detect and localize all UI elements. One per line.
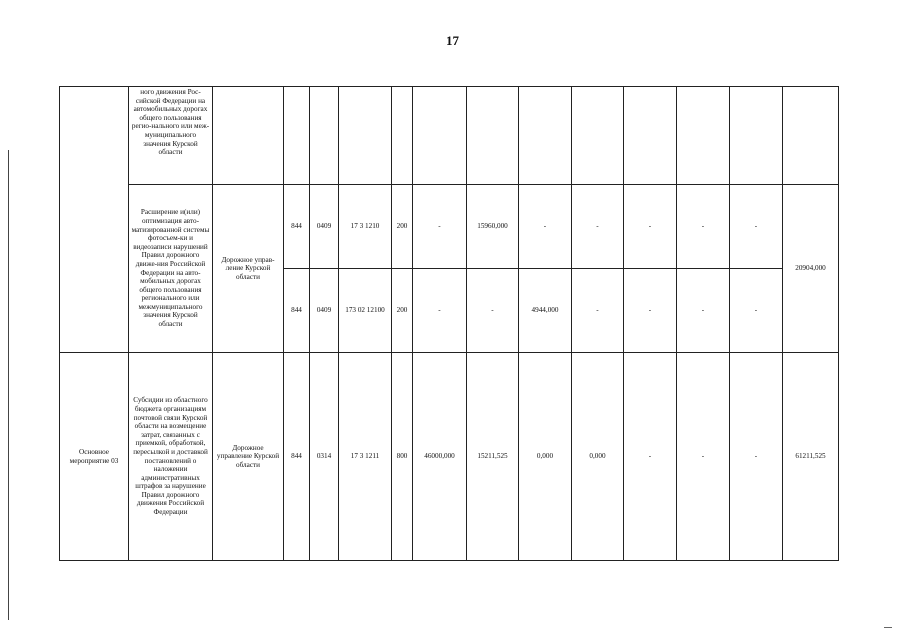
executor-cell: Дорожное управление Курской области — [213, 353, 284, 561]
rzpr-cell: 0314 — [310, 353, 339, 561]
table-row — [60, 185, 839, 269]
csr-cell: 173 02 12100 — [339, 269, 392, 353]
csr-cell: 17 3 1211 — [339, 353, 392, 561]
year-6-cell: - — [677, 353, 730, 561]
year-4-cell: - — [572, 269, 624, 353]
year-6-cell: - — [677, 269, 730, 353]
year-3-cell: - — [519, 185, 572, 269]
year-5-cell: - — [624, 269, 677, 353]
year-5-cell: - — [624, 185, 677, 269]
group-cell — [60, 87, 129, 353]
description-cell: Расширение и(или) оптимизация авто-матизированной системы фотосъем-ки и видеозаписи нарушений Правил дорожного движе-ния Российской Федерации на авто-мобильных дорогах общего пользования регионального или межмуниципального значения Курской области — [129, 185, 213, 353]
total-cell: 61211,525 — [783, 353, 839, 561]
rzpr-cell: 0409 — [310, 269, 339, 353]
grbs-cell: 844 — [284, 269, 310, 353]
year-2-cell: 15960,000 — [467, 185, 519, 269]
csr-cell: 17 3 1210 — [339, 185, 392, 269]
scan-edge-line — [8, 150, 9, 620]
page-number: 17 — [446, 33, 459, 48]
grbs-cell — [284, 87, 310, 185]
vr-cell: 200 — [392, 269, 413, 353]
vr-cell: 200 — [392, 185, 413, 269]
vr-cell: 800 — [392, 353, 413, 561]
total-cell: 20904,000 — [783, 185, 839, 353]
year-2-cell: - — [467, 269, 519, 353]
year-1-cell: - — [413, 185, 467, 269]
scan-corner-mark — [884, 627, 892, 628]
year-1-cell — [413, 87, 467, 185]
year-4-cell: - — [572, 185, 624, 269]
year-4-cell — [572, 87, 624, 185]
vr-cell — [392, 87, 413, 185]
rzpr-cell: 0409 — [310, 185, 339, 269]
table-row — [60, 87, 839, 185]
year-7-cell: - — [730, 269, 783, 353]
group-cell: Основное мероприятие 03 — [60, 353, 129, 561]
description-cell: ного движения Рос-сийской Федерации на автомобильных дорогах общего пользования регио-нального или меж-муниципального значения Курской области — [129, 87, 213, 185]
year-3-cell: 0,000 — [519, 353, 572, 561]
year-2-cell: 15211,525 — [467, 353, 519, 561]
year-6-cell — [677, 87, 730, 185]
year-3-cell: 4944,000 — [519, 269, 572, 353]
year-7-cell — [730, 87, 783, 185]
budget-table — [59, 86, 839, 561]
year-1-cell: - — [413, 269, 467, 353]
year-5-cell — [624, 87, 677, 185]
table-row — [60, 353, 839, 561]
year-6-cell: - — [677, 185, 730, 269]
executor-cell — [213, 87, 284, 185]
year-5-cell: - — [624, 353, 677, 561]
rzpr-cell — [310, 87, 339, 185]
year-1-cell: 46000,000 — [413, 353, 467, 561]
description-cell: Субсидии из областного бюджета организациям почтовой связи Курской области на возмещение затрат, связанных с приемкой, обработкой, пересылкой и доставкой постановлений о наложении административных штрафов за нарушение Правил дорожного движения Российской Федерации — [129, 353, 213, 561]
year-3-cell — [519, 87, 572, 185]
grbs-cell: 844 — [284, 185, 310, 269]
year-4-cell: 0,000 — [572, 353, 624, 561]
total-cell — [783, 87, 839, 185]
grbs-cell: 844 — [284, 353, 310, 561]
executor-cell: Дорожное управ-ление Курской области — [213, 185, 284, 353]
year-7-cell: - — [730, 353, 783, 561]
csr-cell — [339, 87, 392, 185]
year-2-cell — [467, 87, 519, 185]
year-7-cell: - — [730, 185, 783, 269]
